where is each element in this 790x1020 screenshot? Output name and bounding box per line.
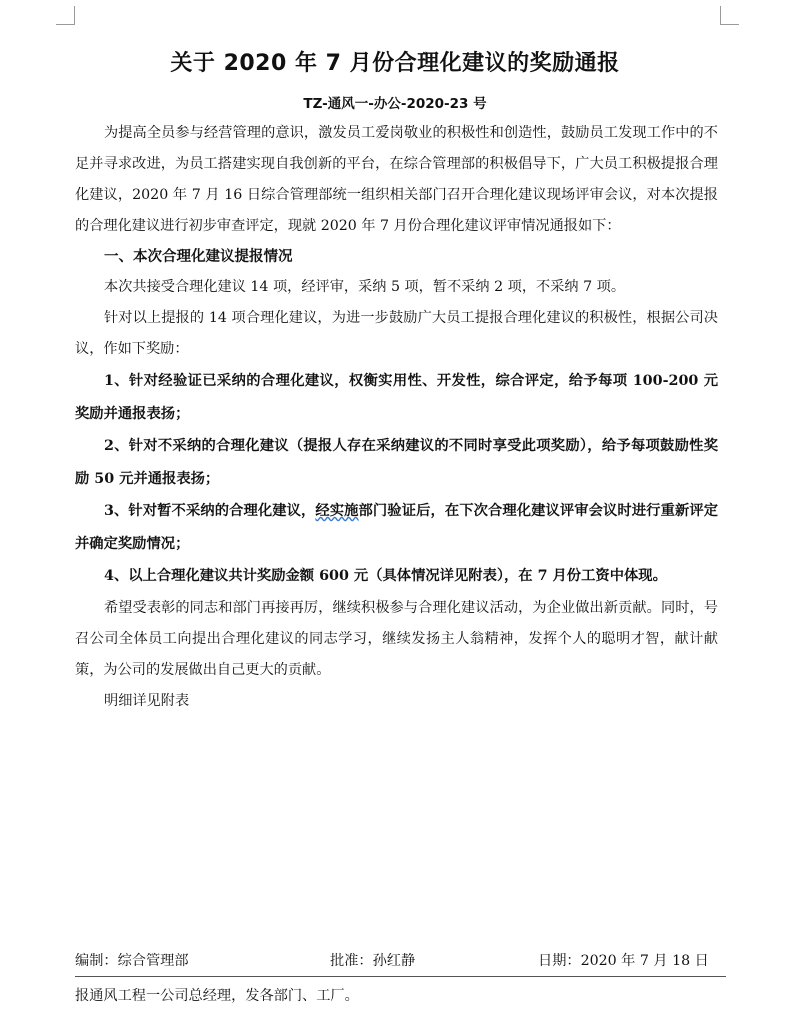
- reward-item-3: [75, 495, 718, 560]
- reward-item-3-start: 3、针对暂不采纳的合理化建议，: [104, 503, 316, 519]
- intro-paragraph: 为提高全员参与经营管理的意识，激发员工爱岗敬业的积极性和创造性，鼓励员工发现工作中的不足并寻求改进，为员工搭建实现自我创新的平台，在综合管理部的积极倡导下，广大员工积极提报合理化建议，2020 年 7 月 16 日综合管理部统一组织相关部门召开合理化建议现场评审会议，对本次提报的合理化建议进行初步审查评定，现就 2020 年 7 月份合理化建议评审情况通报如下：: [75, 125, 718, 234]
- editor-label: 编制：综合管理部: [75, 953, 189, 969]
- reward-item-3-end: 部门验证后，在下次合理化建议评审会议时进行重新评定并确定奖励情况；: [75, 503, 719, 552]
- reward-intro: 针对以上提报的 14 项合理化建议，为进一步鼓励广大员工提报合理化建议的积极性，根据公司决议，作如下奖励：: [75, 310, 718, 357]
- document-title: 关于 2020 年 7 月份合理化建议的奖励通报: [170, 51, 620, 76]
- footer-divider: [75, 976, 726, 977]
- spellcheck-underlined-text: 经实施: [315, 503, 359, 519]
- closing-paragraph: 希望受表彰的同志和部门再接再厉，继续积极参与合理化建议活动，为企业做出新贡献。同时，号召公司全体员工向提出合理化建议的同志学习，继续发扬主人翁精神，发挥个人的聪明才智，献计献策，为公司的发展做出自己更大的贡献。: [75, 599, 718, 678]
- page-corner-mark-left: [56, 6, 75, 25]
- date-label: 日期：2020 年 7 月 18 日: [538, 953, 709, 969]
- section-heading: 一、本次合理化建议提报情况: [104, 249, 293, 265]
- document-number: TZ-通风一-办公-2020-23 号: [303, 96, 487, 112]
- section-summary: 本次共接受合理化建议 14 项，经评审，采纳 5 项，暂不采纳 2 项，不采纳 7 项。: [104, 279, 626, 295]
- attachment-note: 明细详见附表: [104, 692, 190, 709]
- reward-item-2: 2、针对不采纳的合理化建议（提报人存在采纳建议的不同时享受此项奖励），给予每项鼓励性奖励 50 元并通报表扬；: [75, 438, 718, 487]
- page-corner-mark-right: [720, 6, 739, 25]
- approver-label: 批准：孙红静: [330, 953, 416, 969]
- distribution-line: 报通风工程一公司总经理，发各部门、工厂。: [75, 988, 359, 1004]
- document-body: [75, 118, 718, 717]
- reward-item-1: 1、针对经验证已采纳的合理化建议，权衡实用性、开发性，综合评定，给予每项 100-200 元奖励并通报表扬；: [75, 373, 718, 422]
- reward-item-4: 4、以上合理化建议共计奖励金额 600 元（具体情况详见附表），在 7 月份工资中体现。: [104, 568, 667, 584]
